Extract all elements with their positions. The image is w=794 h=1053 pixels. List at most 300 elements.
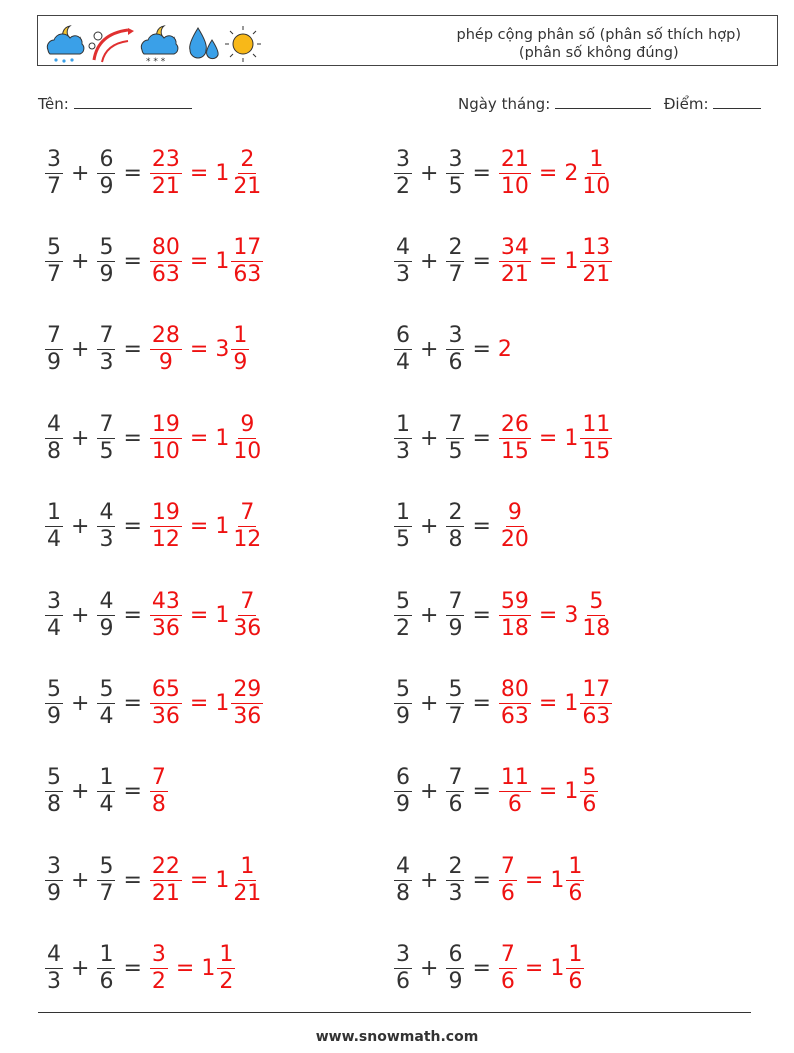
equals-sign: = (123, 160, 142, 186)
answer-fraction (499, 235, 531, 288)
addend-1-fraction (45, 942, 63, 995)
problem-row (393, 496, 532, 558)
cloud-moon-rain-icon (47, 26, 84, 63)
problem-row (393, 319, 512, 381)
mixed-fraction-part (566, 942, 584, 995)
mixed-fraction-part (580, 412, 612, 465)
addend-2-fraction (97, 323, 115, 376)
addend-2-fraction (97, 942, 115, 995)
addend-1-fraction-numerator: 5 (47, 234, 61, 260)
date-label: Ngày tháng: (458, 95, 551, 113)
mixed-fraction-part-denominator: 36 (233, 703, 262, 729)
problem-row (393, 672, 613, 734)
mixed-fraction-part-denominator: 63 (582, 703, 611, 729)
addend-2-fraction (97, 500, 115, 553)
problem-row (44, 938, 236, 1000)
addend-1-fraction (394, 500, 412, 553)
mixed-fraction-part-denominator: 6 (582, 792, 597, 818)
plus-sign: + (420, 690, 439, 716)
mixed-fraction-part-denominator: 2 (219, 969, 234, 995)
answer-fraction-numerator: 7 (500, 853, 515, 879)
equals-sign: = (123, 779, 142, 805)
answer-equals-sign: = (538, 779, 558, 805)
problem-row (44, 849, 264, 911)
addend-2-fraction (446, 677, 464, 730)
mixed-fraction-part (231, 589, 263, 642)
answer-fraction (499, 942, 517, 995)
title-line-1: phép cộng phân số (phân số thích hợp) (456, 27, 741, 43)
mixed-whole-number: 1 (215, 514, 230, 540)
problem-row (393, 761, 599, 823)
addend-1-fraction-numerator: 4 (47, 942, 61, 968)
addend-1-fraction-denominator: 7 (47, 261, 61, 287)
plus-sign: + (71, 160, 90, 186)
addend-2-fraction (97, 854, 115, 907)
worksheet-title (457, 26, 741, 62)
addend-2-fraction (446, 589, 464, 642)
addend-1-fraction-denominator: 8 (47, 792, 61, 818)
addend-1-fraction-denominator: 4 (396, 350, 410, 376)
plus-sign: + (420, 602, 439, 628)
equals-sign: = (123, 514, 142, 540)
answer-equals-sign: = (189, 602, 209, 628)
answer-equals-sign: = (189, 867, 209, 893)
addend-1-fraction-numerator: 4 (396, 234, 410, 260)
addend-2-fraction-numerator: 2 (448, 500, 463, 526)
addend-2-fraction-numerator: 2 (448, 853, 463, 879)
answer-fraction (499, 147, 531, 200)
answer-fraction-numerator: 80 (500, 676, 529, 702)
addend-2-fraction-denominator: 5 (448, 173, 463, 199)
plus-sign: + (71, 425, 90, 451)
addend-2-fraction-denominator: 3 (99, 527, 114, 553)
addend-2-fraction (446, 500, 464, 553)
plus-sign: + (71, 337, 90, 363)
answer-fraction-numerator: 11 (500, 765, 529, 791)
mixed-whole-number: 1 (564, 425, 579, 451)
addend-2-fraction (97, 235, 115, 288)
mixed-whole-number: 1 (215, 690, 230, 716)
mixed-fraction-part (580, 147, 612, 200)
answer-fraction-denominator: 36 (151, 615, 180, 641)
addend-2-fraction-numerator: 6 (99, 146, 114, 172)
equals-sign: = (123, 602, 142, 628)
addend-2-fraction-numerator: 2 (448, 234, 463, 260)
score-blank[interactable] (713, 94, 761, 109)
answer-fraction-denominator: 2 (151, 969, 166, 995)
mixed-whole-number: 3 (215, 337, 230, 363)
addend-2-fraction-denominator: 7 (99, 880, 114, 906)
addend-2-fraction-numerator: 1 (99, 765, 114, 791)
answer-fraction-denominator: 6 (500, 969, 515, 995)
answer-fraction (499, 854, 517, 907)
addend-1-fraction-denominator: 3 (396, 261, 410, 287)
date-score-fields (458, 94, 761, 113)
addend-2-fraction-denominator: 6 (448, 792, 463, 818)
equals-sign: = (472, 160, 491, 186)
equals-sign: = (472, 514, 491, 540)
answer-fraction-denominator: 63 (500, 703, 529, 729)
answer-equals-sign: = (538, 690, 558, 716)
answer-equals-sign: = (538, 248, 558, 274)
weather-icons (42, 20, 272, 64)
mixed-whole-number: 1 (215, 248, 230, 274)
mixed-fraction-part-numerator: 1 (589, 146, 604, 172)
problem-row (44, 761, 169, 823)
addend-1-fraction-denominator: 9 (396, 703, 410, 729)
addend-1-fraction (394, 589, 412, 642)
answer-fraction-denominator: 20 (500, 527, 529, 553)
plus-sign: + (71, 779, 90, 805)
equals-sign: = (472, 779, 491, 805)
mixed-fraction-part (580, 589, 612, 642)
mixed-whole-number: 1 (564, 690, 579, 716)
addend-2-fraction-denominator: 3 (448, 880, 463, 906)
addend-1-fraction-denominator: 4 (47, 615, 61, 641)
addend-1-fraction-numerator: 1 (396, 500, 410, 526)
addend-2-fraction-numerator: 5 (99, 234, 114, 260)
answer-fraction (150, 147, 182, 200)
problem-row (393, 849, 585, 911)
mixed-fraction-part (231, 412, 263, 465)
answer-fraction (150, 765, 168, 818)
mixed-fraction-part-denominator: 6 (568, 880, 583, 906)
mixed-fraction-part-numerator: 5 (589, 588, 604, 614)
mixed-whole-number: 1 (215, 867, 230, 893)
mixed-fraction-part-numerator: 1 (568, 942, 583, 968)
answer-fraction-denominator: 10 (151, 438, 180, 464)
answer-fraction-numerator: 3 (151, 942, 166, 968)
mixed-fraction-part-numerator: 7 (240, 500, 255, 526)
date-blank[interactable] (555, 94, 651, 109)
addend-1-fraction (45, 323, 63, 376)
equals-sign: = (472, 425, 491, 451)
problem-row (44, 319, 250, 381)
answer-fraction-denominator: 12 (151, 527, 180, 553)
answer-fraction-denominator: 21 (500, 261, 529, 287)
mixed-fraction-part-denominator: 10 (233, 438, 262, 464)
problem-row (393, 584, 613, 646)
answer-fraction (150, 942, 168, 995)
equals-sign: = (472, 337, 491, 363)
addend-2-fraction-denominator: 9 (99, 615, 114, 641)
addend-2-fraction-numerator: 3 (448, 146, 463, 172)
mixed-fraction-part-numerator: 1 (568, 853, 583, 879)
addend-1-fraction-denominator: 6 (396, 969, 410, 995)
answer-fraction (499, 500, 531, 553)
addend-2-fraction (97, 677, 115, 730)
addend-2-fraction-numerator: 7 (99, 411, 114, 437)
addend-1-fraction-numerator: 1 (396, 411, 410, 437)
addend-1-fraction (45, 412, 63, 465)
plus-sign: + (71, 956, 90, 982)
mixed-fraction-part-denominator: 6 (568, 969, 583, 995)
name-blank[interactable] (74, 94, 192, 109)
mixed-whole-number: 1 (201, 956, 216, 982)
answer-equals-sign: = (189, 514, 209, 540)
addend-2-fraction (446, 235, 464, 288)
addend-2-fraction-numerator: 5 (448, 676, 463, 702)
addend-2-fraction (446, 412, 464, 465)
answer-fraction-denominator: 21 (151, 173, 180, 199)
addend-2-fraction-denominator: 6 (99, 969, 114, 995)
answer-fraction-numerator: 22 (151, 853, 180, 879)
problem-row (393, 938, 585, 1000)
addend-2-fraction (97, 765, 115, 818)
answer-fraction-denominator: 9 (158, 350, 173, 376)
answer-fraction-numerator: 23 (151, 146, 180, 172)
mixed-whole-number: 3 (564, 602, 579, 628)
mixed-fraction-part (231, 235, 263, 288)
addend-1-fraction (45, 235, 63, 288)
addend-2-fraction-denominator: 4 (99, 703, 114, 729)
addend-2-fraction-numerator: 7 (99, 323, 114, 349)
answer-fraction-numerator: 7 (500, 942, 515, 968)
addend-1-fraction-denominator: 7 (47, 173, 61, 199)
equals-sign: = (472, 956, 491, 982)
answer-equals-sign: = (189, 690, 209, 716)
addend-2-fraction-denominator: 7 (448, 703, 463, 729)
answer-equals-sign: = (524, 956, 544, 982)
name-label: Tên: (38, 95, 69, 113)
addend-1-fraction (394, 677, 412, 730)
addend-2-fraction-numerator: 7 (448, 765, 463, 791)
answer-fraction (499, 765, 531, 818)
addend-1-fraction-numerator: 6 (396, 765, 410, 791)
equals-sign: = (123, 956, 142, 982)
answer-equals-sign: = (538, 602, 558, 628)
addend-2-fraction-numerator: 4 (99, 500, 114, 526)
mixed-whole-number: 1 (564, 248, 579, 274)
addend-2-fraction (97, 147, 115, 200)
addend-2-fraction (97, 412, 115, 465)
mixed-fraction-part-numerator: 5 (582, 765, 597, 791)
addend-2-fraction-denominator: 6 (448, 350, 463, 376)
problem-row (44, 496, 264, 558)
addend-2-fraction-denominator: 9 (99, 261, 114, 287)
problem-row (393, 230, 613, 292)
addend-1-fraction-numerator: 4 (47, 411, 61, 437)
mixed-whole-number: 1 (550, 956, 565, 982)
answer-fraction-numerator: 7 (151, 765, 166, 791)
addend-2-fraction-numerator: 4 (99, 588, 114, 614)
mixed-fraction-part-numerator: 29 (233, 676, 262, 702)
addend-1-fraction (45, 500, 63, 553)
addend-1-fraction (394, 765, 412, 818)
addend-1-fraction-numerator: 4 (396, 853, 410, 879)
mixed-fraction-part-denominator: 10 (582, 173, 611, 199)
answer-fraction-numerator: 43 (151, 588, 180, 614)
answer-fraction (150, 500, 182, 553)
plus-sign: + (420, 425, 439, 451)
answer-fraction-numerator: 19 (151, 500, 180, 526)
answer-equals-sign: = (189, 337, 209, 363)
addend-2-fraction-denominator: 4 (99, 792, 114, 818)
addend-1-fraction-numerator: 6 (396, 323, 410, 349)
answer-fraction-denominator: 63 (151, 261, 180, 287)
addend-1-fraction-denominator: 9 (47, 880, 61, 906)
answer-fraction-denominator: 8 (151, 792, 166, 818)
addend-1-fraction (45, 765, 63, 818)
answer-fraction-denominator: 18 (500, 615, 529, 641)
cloud-moon-snow-icon (141, 26, 178, 64)
addend-2-fraction-numerator: 5 (99, 676, 114, 702)
mixed-fraction-part-numerator: 2 (240, 146, 255, 172)
answer-fraction-denominator: 6 (507, 792, 522, 818)
mixed-fraction-part-numerator: 1 (219, 942, 234, 968)
addend-1-fraction (394, 854, 412, 907)
answer-equals-sign: = (538, 425, 558, 451)
addend-1-fraction-numerator: 5 (396, 676, 410, 702)
equals-sign: = (472, 248, 491, 274)
mixed-fraction-part-numerator: 17 (582, 676, 611, 702)
addend-1-fraction-denominator: 5 (396, 527, 410, 553)
addend-1-fraction (45, 854, 63, 907)
water-drops-icon (190, 28, 218, 59)
name-field (38, 94, 192, 113)
addend-2-fraction-numerator: 7 (448, 411, 463, 437)
equals-sign: = (472, 690, 491, 716)
addend-1-fraction-numerator: 7 (47, 323, 61, 349)
addend-1-fraction (45, 677, 63, 730)
mixed-fraction-part-numerator: 13 (582, 234, 611, 260)
addend-1-fraction-denominator: 2 (396, 173, 410, 199)
answer-fraction (499, 677, 531, 730)
mixed-fraction-part-denominator: 15 (582, 438, 611, 464)
mixed-fraction-part-numerator: 1 (240, 853, 255, 879)
mixed-fraction-part (566, 854, 584, 907)
addend-2-fraction-numerator: 3 (448, 323, 463, 349)
mixed-whole-number: 1 (215, 425, 230, 451)
addend-1-fraction (45, 589, 63, 642)
mixed-fraction-part (580, 235, 612, 288)
equals-sign: = (123, 690, 142, 716)
answer-fraction-numerator: 65 (151, 676, 180, 702)
plus-sign: + (71, 248, 90, 274)
answer-fraction (150, 235, 182, 288)
answer-fraction-numerator: 34 (500, 234, 529, 260)
answer-fraction-denominator: 10 (500, 173, 529, 199)
answer-equals-sign: = (189, 248, 209, 274)
addend-1-fraction (394, 235, 412, 288)
equals-sign: = (472, 602, 491, 628)
addend-2-fraction (446, 147, 464, 200)
plus-sign: + (420, 867, 439, 893)
plus-sign: + (71, 514, 90, 540)
addend-2-fraction-denominator: 7 (448, 261, 463, 287)
addend-1-fraction (394, 323, 412, 376)
plus-sign: + (420, 779, 439, 805)
answer-fraction-numerator: 26 (500, 411, 529, 437)
plus-sign: + (420, 248, 439, 274)
addend-2-fraction-numerator: 1 (99, 942, 114, 968)
addend-2-fraction-denominator: 3 (99, 350, 114, 376)
addend-1-fraction-numerator: 5 (47, 765, 61, 791)
mixed-fraction-part (231, 500, 263, 553)
answer-fraction-denominator: 36 (151, 703, 180, 729)
addend-2-fraction-numerator: 6 (448, 942, 463, 968)
equals-sign: = (123, 248, 142, 274)
mixed-whole-number: 1 (215, 160, 230, 186)
addend-1-fraction-denominator: 8 (396, 880, 410, 906)
answer-fraction-numerator: 9 (507, 500, 522, 526)
addend-2-fraction-denominator: 9 (448, 969, 463, 995)
svg-text:* * *: * * * (146, 57, 166, 64)
mixed-fraction-part-denominator: 18 (582, 615, 611, 641)
mixed-fraction-part (231, 323, 249, 376)
addend-2-fraction-numerator: 5 (99, 853, 114, 879)
answer-fraction (499, 589, 531, 642)
answer-fraction-numerator: 80 (151, 234, 180, 260)
plus-sign: + (71, 690, 90, 716)
addend-1-fraction-denominator: 9 (47, 703, 61, 729)
mixed-fraction-part-denominator: 12 (233, 527, 262, 553)
addend-1-fraction-denominator: 9 (396, 792, 410, 818)
mixed-fraction-part-denominator: 21 (582, 261, 611, 287)
addend-1-fraction-denominator: 3 (47, 969, 61, 995)
plus-sign: + (71, 602, 90, 628)
addend-1-fraction-numerator: 5 (396, 588, 410, 614)
mixed-fraction-part (231, 147, 263, 200)
problem-row (44, 584, 264, 646)
equals-sign: = (123, 867, 142, 893)
answer-equals-sign: = (189, 425, 209, 451)
answer-fraction (150, 589, 182, 642)
addend-1-fraction-denominator: 4 (47, 527, 61, 553)
equals-sign: = (472, 867, 491, 893)
addend-1-fraction-denominator: 9 (47, 350, 61, 376)
mixed-whole-number: 1 (215, 602, 230, 628)
answer-equals-sign: = (175, 956, 195, 982)
equals-sign: = (123, 425, 142, 451)
answer-equals-sign: = (189, 160, 209, 186)
mixed-fraction-part-denominator: 36 (233, 615, 262, 641)
answer-fraction-denominator: 15 (500, 438, 529, 464)
addend-2-fraction (446, 323, 464, 376)
addend-2-fraction-denominator: 9 (448, 615, 463, 641)
addend-1-fraction (45, 147, 63, 200)
mixed-fraction-part (231, 677, 263, 730)
problem-row (393, 407, 613, 469)
addend-1-fraction-numerator: 3 (396, 146, 410, 172)
addend-2-fraction-denominator: 5 (448, 438, 463, 464)
answer-fraction-numerator: 19 (151, 411, 180, 437)
addend-2-fraction (446, 765, 464, 818)
mixed-fraction-part-numerator: 17 (233, 234, 262, 260)
mixed-fraction-part-numerator: 11 (582, 411, 611, 437)
answer-equals-sign: = (538, 160, 558, 186)
answer-fraction-numerator: 21 (500, 146, 529, 172)
addend-1-fraction-denominator: 3 (396, 438, 410, 464)
answer-fraction-numerator: 28 (151, 323, 180, 349)
addend-2-fraction-denominator: 5 (99, 438, 114, 464)
footer-url: www.snowmath.com (315, 1029, 479, 1045)
mixed-fraction-part (217, 942, 235, 995)
addend-1-fraction-numerator: 3 (47, 853, 61, 879)
problem-row (44, 230, 264, 292)
mixed-fraction-part-denominator: 21 (233, 173, 262, 199)
mixed-whole-number: 2 (564, 160, 579, 186)
mixed-fraction-part (580, 677, 612, 730)
addend-1-fraction-numerator: 1 (47, 500, 61, 526)
addend-1-fraction-denominator: 2 (396, 615, 410, 641)
answer-fraction (150, 854, 182, 907)
addend-1-fraction (394, 942, 412, 995)
mixed-fraction-part-numerator: 9 (240, 411, 255, 437)
problem-row (44, 407, 264, 469)
answer-fraction (150, 412, 182, 465)
sun-icon (225, 26, 261, 62)
